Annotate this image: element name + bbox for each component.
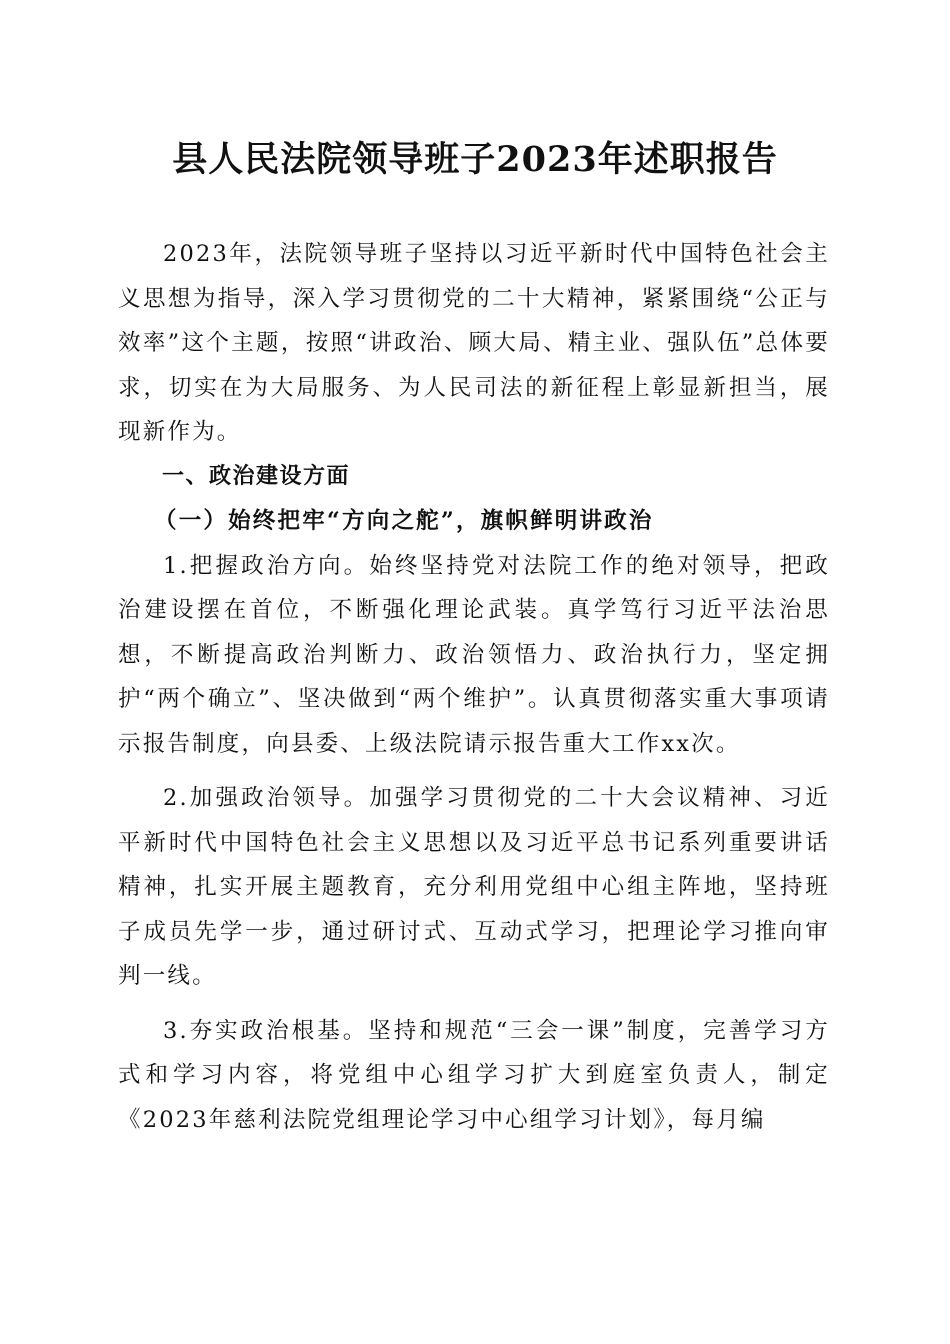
paragraph-gap <box>118 766 830 776</box>
document-body <box>118 232 830 1142</box>
paragraph-political-foundation: 3.夯实政治根基。坚持和规范“三会一课”制度，完善学习方式和学习内容，将党组中心组学习扩大到庭室负责人，制定《2023年慈利法院党组理论学习中心组学习计划》，每月编 <box>118 1017 830 1133</box>
paragraph-gap <box>118 999 830 1009</box>
subsection-heading-direction: （一）始终把牢“方向之舵”，旗帜鲜明讲政治 <box>154 508 654 534</box>
document-title: 县人民法院领导班子2023年述职报告 <box>172 139 778 180</box>
section-heading-political-construction: 一、政治建设方面 <box>162 463 351 489</box>
intro-paragraph: 2023年，法院领导班子坚持以习近平新时代中国特色社会主义思想为指导，深入学习贯彻党的二十大精神，紧紧围绕“公正与效率”这个主题，按照“讲政治、顾大局、精主业、强队伍”总体要求，切实在为大局服务、为人民司法的新征程上彰显新担当，展现新作为。 <box>118 241 830 445</box>
paragraph-political-direction: 1.把握政治方向。始终坚持党对法院工作的绝对领导，把政治建设摆在首位，不断强化理论武装。真学笃行习近平法治思想，不断提高政治判断力、政治领悟力、政治执行力，坚定拥护“两个确立”、坚决做到“两个维护”。认真贯彻落实重大事项请示报告制度，向县委、上级法院请示报告重大工作xx次。 <box>118 552 830 757</box>
paragraph-political-leadership: 2.加强政治领导。加强学习贯彻党的二十大会议精神、习近平新时代中国特色社会主义思想以及习近平总书记系列重要讲话精神，扎实开展主题教育，充分利用党组中心组主阵地，坚持班子成员先学一步，通过研讨式、互动式学习，把理论学习推向审判一线。 <box>118 785 830 989</box>
